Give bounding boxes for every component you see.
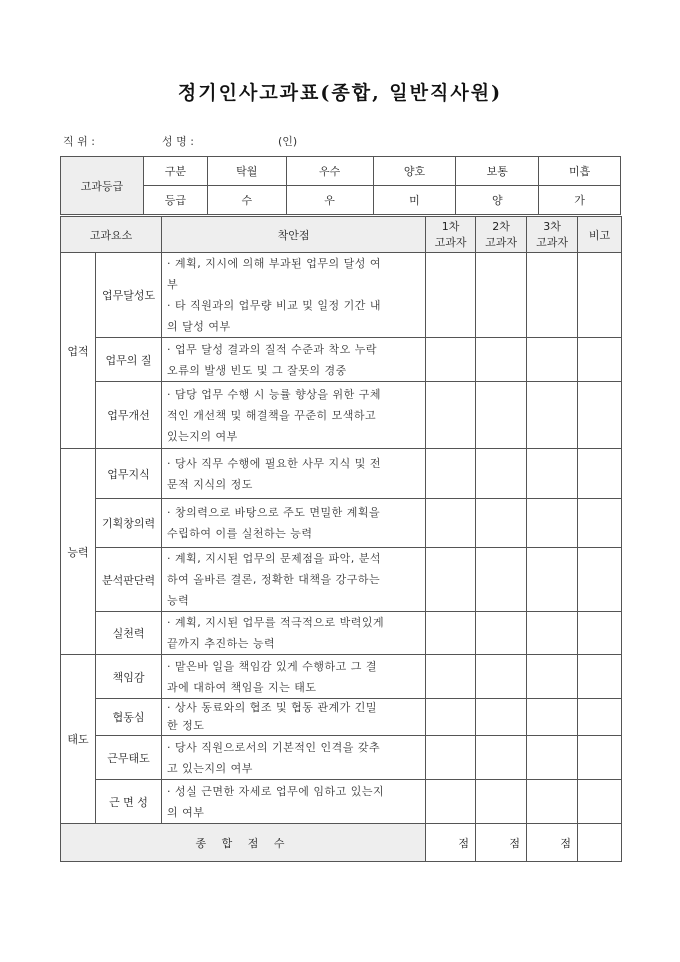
score-cell[interactable] <box>527 499 578 548</box>
item-description <box>162 612 426 655</box>
description-line: · 계획, 지시된 업무의 문제점을 파악, 분석 <box>167 552 381 565</box>
evaluation-table <box>60 216 622 862</box>
score-cell[interactable] <box>426 499 476 548</box>
description-line: · 계획, 지시된 업무를 적극적으로 박력있게 <box>167 616 385 629</box>
score-cell[interactable] <box>426 780 476 824</box>
score-cell[interactable] <box>527 699 578 736</box>
group-label: 능력 <box>61 449 96 655</box>
item-label: 분석판단력 <box>96 548 162 612</box>
total-score-cell[interactable] <box>527 824 578 862</box>
item-label: 업무달성도 <box>96 253 162 338</box>
grade-cell: 우 <box>286 186 373 215</box>
description-line: · 당사 직무 수행에 필요한 사무 지식 및 전 <box>167 456 381 470</box>
score-cell[interactable] <box>476 449 527 499</box>
remarks-cell[interactable] <box>578 736 622 780</box>
item-label: 실천력 <box>96 612 162 655</box>
category-cell: 우수 <box>286 157 373 186</box>
score-cell[interactable] <box>426 699 476 736</box>
remarks-header: 비고 <box>578 217 622 253</box>
grade-cell: 미 <box>373 186 456 215</box>
score-cell[interactable] <box>476 499 527 548</box>
description-line: 능력 <box>167 594 190 607</box>
rater1-order: 1차 <box>441 219 460 233</box>
item-description <box>162 548 426 612</box>
category-label: 구분 <box>143 157 207 186</box>
remarks-cell[interactable] <box>578 548 622 612</box>
remarks-cell[interactable] <box>578 612 622 655</box>
description-line: 오류의 발생 빈도 및 그 잘못의 경중 <box>167 363 347 377</box>
item-label: 책임감 <box>96 655 162 699</box>
rater3-label: 고과자 <box>536 235 568 249</box>
remarks-cell[interactable] <box>578 382 622 449</box>
score-cell[interactable] <box>476 382 527 449</box>
total-score-label: 종 합 점 수 <box>61 824 426 862</box>
item-label: 기획창의력 <box>96 499 162 548</box>
description-line: 고 있는지의 여부 <box>167 761 253 775</box>
score-cell[interactable] <box>476 548 527 612</box>
item-label: 근 면 성 <box>96 780 162 824</box>
document-title: 정기인사고과표(종합, 일반직사원) <box>177 82 503 104</box>
grade-cell: 가 <box>539 186 621 215</box>
group-label: 업적 <box>61 253 96 449</box>
grade-cell: 수 <box>207 186 286 215</box>
description-line: · 타 직원과의 업무량 비교 및 일정 기간 내 <box>167 299 381 312</box>
score-cell[interactable] <box>476 612 527 655</box>
item-label: 업무개선 <box>96 382 162 449</box>
score-cell[interactable] <box>426 338 476 382</box>
description-line: · 당사 직원으로서의 기본적인 인격을 갖추 <box>167 740 381 754</box>
item-label: 협동심 <box>96 699 162 736</box>
item-description <box>162 780 426 824</box>
item-description <box>162 655 426 699</box>
category-cell: 보통 <box>456 157 539 186</box>
score-cell[interactable] <box>527 449 578 499</box>
score-cell[interactable] <box>476 253 527 338</box>
score-cell[interactable] <box>527 548 578 612</box>
score-cell[interactable] <box>527 780 578 824</box>
grade-table <box>60 156 621 215</box>
item-description <box>162 382 426 449</box>
rater2-order: 2차 <box>492 219 510 233</box>
item-description <box>162 338 426 382</box>
group-label: 태도 <box>61 655 96 824</box>
rater2-label: 고과자 <box>485 235 517 249</box>
score-cell[interactable] <box>527 338 578 382</box>
score-cell[interactable] <box>426 382 476 449</box>
score-cell[interactable] <box>426 655 476 699</box>
element-header: 고과요소 <box>61 217 162 253</box>
description-line: 문적 지식의 정도 <box>167 477 253 491</box>
point-unit: 점 <box>509 836 521 850</box>
total-score-cell[interactable] <box>426 824 476 862</box>
description-line: 부 <box>167 278 179 291</box>
description-line: · 계획, 지시에 의해 부과된 업무의 달성 여 <box>167 257 381 270</box>
score-cell[interactable] <box>426 253 476 338</box>
category-cell: 탁월 <box>207 157 286 186</box>
item-description <box>162 499 426 548</box>
grade-label: 등급 <box>143 186 207 215</box>
description-line: 의 달성 여부 <box>167 320 231 333</box>
description-line: 수립하여 이를 실천하는 능력 <box>167 527 313 540</box>
seal-mark: (인) <box>278 135 298 148</box>
description-line: 적인 개선책 및 해결책을 꾸준히 모색하고 <box>167 408 377 422</box>
score-cell[interactable] <box>476 338 527 382</box>
score-cell[interactable] <box>426 548 476 612</box>
description-line: · 창의력으로 바탕으로 주도 면밀한 계획을 <box>167 506 381 519</box>
item-label: 업무지식 <box>96 449 162 499</box>
item-description <box>162 253 426 338</box>
score-cell[interactable] <box>527 655 578 699</box>
position-label: 직 위 : <box>63 135 95 148</box>
score-cell[interactable] <box>476 655 527 699</box>
description-line: · 담당 업무 수행 시 능률 향상을 위한 구체 <box>167 387 381 401</box>
description-line: · 상사 동료와의 협조 및 협동 관계가 긴밀 <box>167 701 378 714</box>
description-line: · 업무 달성 결과의 질적 수준과 착오 누락 <box>167 342 378 356</box>
category-cell: 양호 <box>373 157 456 186</box>
points-header: 착안점 <box>162 217 426 253</box>
score-cell[interactable] <box>476 699 527 736</box>
grade-row-label: 고과등급 <box>61 157 144 215</box>
rater2-header <box>476 217 527 253</box>
description-line: 의 여부 <box>167 805 205 819</box>
score-cell[interactable] <box>426 449 476 499</box>
grade-cell: 양 <box>456 186 539 215</box>
description-line: 과에 대하여 책임을 지는 태도 <box>167 680 317 694</box>
description-line: 하여 올바른 결론, 정확한 대책을 강구하는 <box>167 573 381 586</box>
score-cell[interactable] <box>527 382 578 449</box>
category-cell: 미흡 <box>539 157 621 186</box>
score-cell[interactable] <box>527 612 578 655</box>
description-line: 있는지의 여부 <box>167 429 238 443</box>
description-line: 한 정도 <box>167 719 205 732</box>
rater3-header <box>527 217 578 253</box>
score-cell[interactable] <box>527 253 578 338</box>
item-label: 근무태도 <box>96 736 162 780</box>
remarks-cell[interactable] <box>578 499 622 548</box>
point-unit: 점 <box>560 836 572 850</box>
remarks-cell[interactable] <box>578 338 622 382</box>
rater1-header <box>426 217 476 253</box>
remarks-cell[interactable] <box>578 449 622 499</box>
score-cell[interactable] <box>426 612 476 655</box>
score-cell[interactable] <box>527 736 578 780</box>
item-label: 업무의 질 <box>96 338 162 382</box>
name-label: 성 명 : <box>162 135 194 148</box>
score-cell[interactable] <box>426 736 476 780</box>
remarks-cell[interactable] <box>578 824 622 862</box>
description-line: · 맡은바 일을 책임감 있게 수행하고 그 결 <box>167 659 378 673</box>
remarks-cell[interactable] <box>578 699 622 736</box>
item-description <box>162 699 426 736</box>
remarks-cell[interactable] <box>578 780 622 824</box>
item-description <box>162 449 426 499</box>
description-line: · 성실 근면한 자세로 업무에 임하고 있는지 <box>167 784 385 798</box>
item-description <box>162 736 426 780</box>
point-unit: 점 <box>458 836 470 850</box>
score-cell[interactable] <box>476 780 527 824</box>
score-cell[interactable] <box>476 736 527 780</box>
rater3-order: 3차 <box>543 219 561 233</box>
description-line: 끝까지 추진하는 능력 <box>167 637 276 650</box>
remarks-cell[interactable] <box>578 253 622 338</box>
rater1-label: 고과자 <box>434 235 467 249</box>
remarks-cell[interactable] <box>578 655 622 699</box>
total-score-cell[interactable] <box>476 824 527 862</box>
